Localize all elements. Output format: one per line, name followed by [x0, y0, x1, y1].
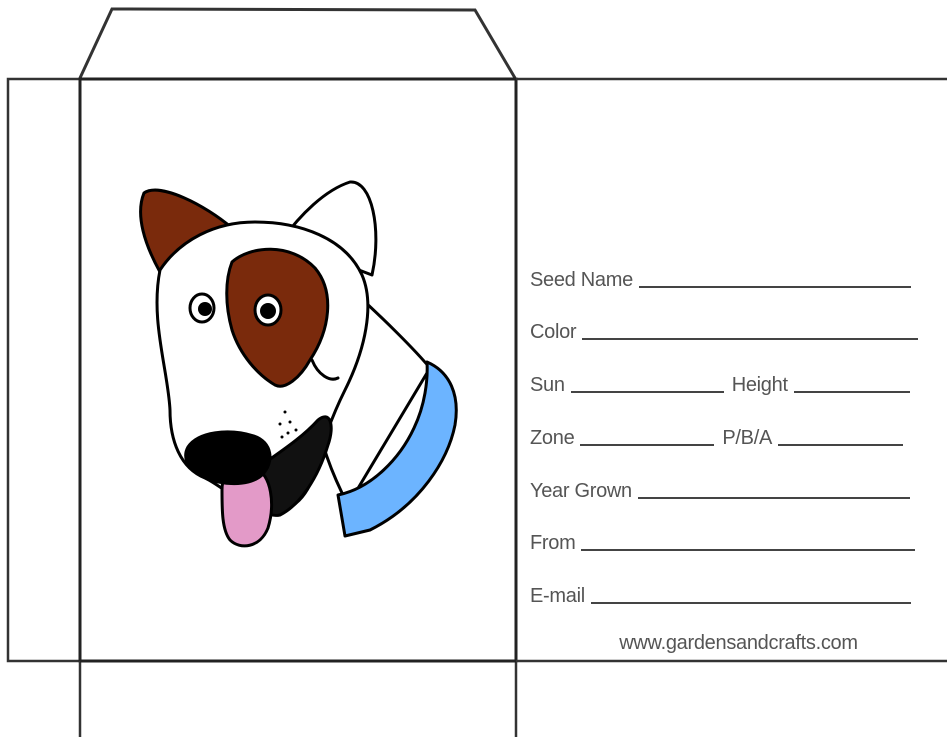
year-grown-label: Year Grown	[530, 480, 632, 502]
zone-line[interactable]	[580, 444, 714, 446]
dog-illustration	[141, 182, 457, 546]
seed-name-line[interactable]	[639, 286, 911, 288]
sun-line[interactable]	[571, 391, 724, 393]
bottom-flap-outline	[80, 661, 516, 737]
pba-label: P/B/A	[722, 427, 773, 449]
pba-line[interactable]	[778, 444, 903, 446]
year-grown-field[interactable]	[530, 473, 910, 503]
left-flap-outline	[8, 79, 80, 661]
year-grown-line[interactable]	[638, 497, 910, 499]
website-url: www.gardensandcrafts.com	[619, 632, 858, 654]
from-line[interactable]	[581, 549, 915, 551]
height-label: Height	[731, 374, 788, 396]
sun-label: Sun	[530, 374, 565, 396]
email-label: E-mail	[530, 585, 585, 607]
from-field[interactable]	[530, 525, 915, 555]
zone-label: Zone	[530, 427, 575, 449]
from-label: From	[530, 532, 576, 554]
zone-pba-field[interactable]	[530, 420, 903, 450]
email-field[interactable]	[530, 578, 911, 608]
color-line[interactable]	[582, 338, 918, 340]
seed-name-field[interactable]	[530, 262, 911, 292]
email-line[interactable]	[591, 602, 911, 604]
color-field[interactable]	[530, 314, 918, 344]
top-flap-outline	[80, 9, 515, 78]
sun-height-field[interactable]	[530, 367, 910, 397]
dog-nose	[186, 432, 270, 484]
color-label: Color	[530, 321, 577, 343]
seed-name-label: Seed Name	[530, 269, 633, 291]
height-line[interactable]	[794, 391, 910, 393]
